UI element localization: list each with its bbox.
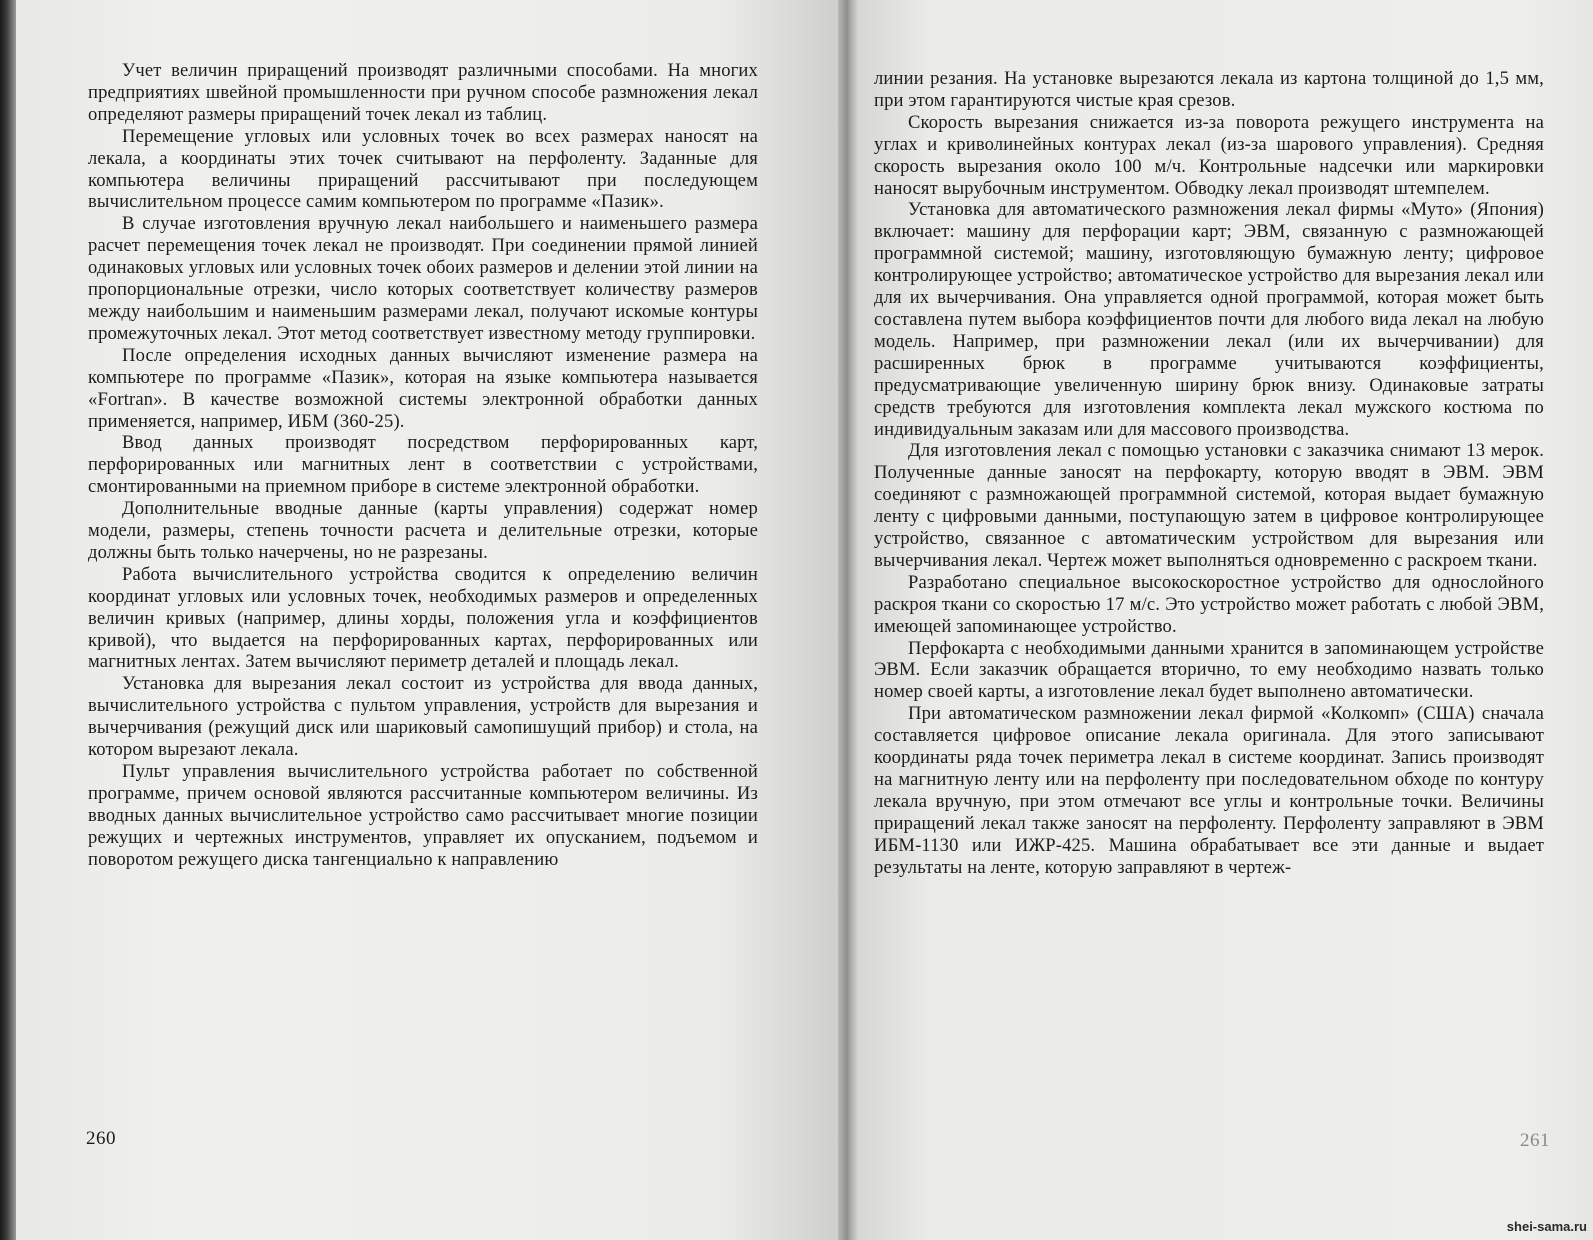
- paragraph: Перемещение угловых или условных точек во всех размерах наносят на лекала, а координаты этих точек считывают на перфоленту. Заданные для компьютера величины приращений рассчитывают при последующем вычислительном процессе самим компьютером по программе «Пазик».: [88, 125, 758, 213]
- paragraph: Работа вычислительного устройства сводится к определению величин координат угловых или условных точек, необходимых размеров и определенных величин кривых (например, длины хорды, положения угла и коэффициентов кривой), что выдается на перфорированных картах, перфорированных или магнитных лентах. Затем вычисляют периметр деталей и площадь лекал.: [88, 563, 758, 673]
- left-page: [16, 0, 838, 1240]
- paragraph: Перфокарта с необходимыми данными хранится в запоминающем устройстве ЭВМ. Если заказчик обращается вторично, то ему необходимо назвать только номер своей карты, а изготовление лекал будет выполнено автоматически.: [874, 637, 1544, 703]
- site-watermark: shei-sama.ru: [1506, 1219, 1587, 1234]
- paragraph: Для изготовления лекал с помощью установки с заказчика снимают 13 мерок. Полученные данные заносят на перфокарту, которую вводят в ЭВМ. ЭВМ соединяют с размножающей программной системой, которая выдает бумажную ленту с цифровыми данными, поступающую затем в цифровое контролирующее устройство, связанное с автоматическим устройством для вырезания или вычерчивания лекал. Чертеж может выполняться одновременно с раскроем ткани.: [874, 440, 1544, 571]
- left-page-text: [88, 60, 758, 871]
- paragraph: Скорость вырезания снижается из-за поворота режущего инструмента на углах и криволинейных контурах лекал (из-за шарового управления). Средняя скорость вырезания около 100 м/ч. Контрольные надсечки или маркировки наносят вырубочным инструментом. Обводку лекал производят штемпелем.: [874, 111, 1544, 199]
- book-gutter: [838, 0, 858, 1240]
- paragraph: линии резания. На установке вырезаются лекала из картона толщиной до 1,5 мм, при этом гарантируются чистые края срезов.: [874, 68, 1544, 111]
- paragraph: Установка для вырезания лекал состоит из устройства для ввода данных, вычислительного устройства с пультом управления, устройств для вырезания и вычерчивания (режущий диск или шариковый самопишущий прибор) и стола, на котором вырезают лекала.: [88, 673, 758, 761]
- right-page: [858, 0, 1593, 1240]
- paragraph: Установка для автоматического размножения лекал фирмы «Муто» (Япония) включает: машину для перфорации карт; ЭВМ, связанную с размножающей программной системой; машину, изготовляющую бумажную ленту; цифровое контролирующее устройство; автоматическое устройство для вырезания лекал или для их вычерчивания. Она управляется одной программой, которая может быть составлена путем выбора коэффициентов почти для любого вида лекал на любую модель. Например, при размножении лекал (или их вычерчивании) для расширенных брюк в программе учитываются коэффициенты, предусматривающие увеличенную ширину брюк внизу. Одинаковые затраты средств требуются для изготовления комплекта лекал мужского костюма по индивидуальным заказам или для массового производства.: [874, 199, 1544, 440]
- paragraph: При автоматическом размножении лекал фирмой «Колкомп» (США) сначала составляется цифровое описание лекала оригинала. Для этого записывают координаты ряда точек периметра лекал в системе координат. Запись производят на магнитную ленту или на перфоленту при последовательном обходе по контуру лекала вручную, при этом отмечают все углы и контрольные точки. Величины приращений лекал также заносят на перфоленту. Перфоленту заправляют в ЭВМ ИБМ-1130 или ИЖР-425. Машина обрабатывает все эти данные и выдает результаты на ленте, которую заправляют в чертеж-: [874, 703, 1544, 878]
- page-number-right: 261: [1520, 1130, 1550, 1151]
- paragraph: В случае изготовления вручную лекал наибольшего и наименьшего размера расчет перемещения точек лекал не производят. При соединении прямой линией одинаковых угловых или условных точек обоих размеров и делении этой линии на пропорциональные отрезки, число которых соответствует количеству размеров между наибольшим и наименьшим размерами лекал, получают искомые контуры промежуточных лекал. Этот метод соответствует известному методу группировки.: [88, 213, 758, 344]
- page-number-left: 260: [86, 1128, 116, 1149]
- paragraph: Пульт управления вычислительного устройства работает по собственной программе, причем основой являются рассчитанные компьютером величины. Из вводных данных вычислительное устройство само рассчитывает многие позиции режущих и чертежных инструментов, управляет их опусканием, подъемом и поворотом режущего диска тангенциально к направлению: [88, 761, 758, 870]
- right-page-text: [874, 68, 1544, 879]
- paragraph: Разработано специальное высокоскоростное устройство для однослойного раскроя ткани со скоростью 17 м/с. Это устройство может работать с любой ЭВМ, имеющей запоминающее устройство.: [874, 571, 1544, 637]
- paragraph: Ввод данных производят посредством перфорированных карт, перфорированных или магнитных лент в соответствии с устройствами, смонтированными на приемном приборе в системе электронной обработки.: [88, 432, 758, 498]
- paragraph: Учет величин приращений производят различными способами. На многих предприятиях швейной промышленности при ручном способе размножения лекал определяют размеры приращений точек лекал из таблиц.: [88, 60, 758, 125]
- book-edge-shadow: [0, 0, 16, 1240]
- paragraph: Дополнительные вводные данные (карты управления) содержат номер модели, размеры, степень точности расчета и делительные отрезки, которые должны быть только начерчены, но не разрезаны.: [88, 498, 758, 563]
- paragraph: После определения исходных данных вычисляют изменение размера на компьютере по программе «Пазик», которая на языке компьютера называется «Fortran». В качестве возможной системы электронной обработки данных применяется, например, ИБМ (360-25).: [88, 344, 758, 432]
